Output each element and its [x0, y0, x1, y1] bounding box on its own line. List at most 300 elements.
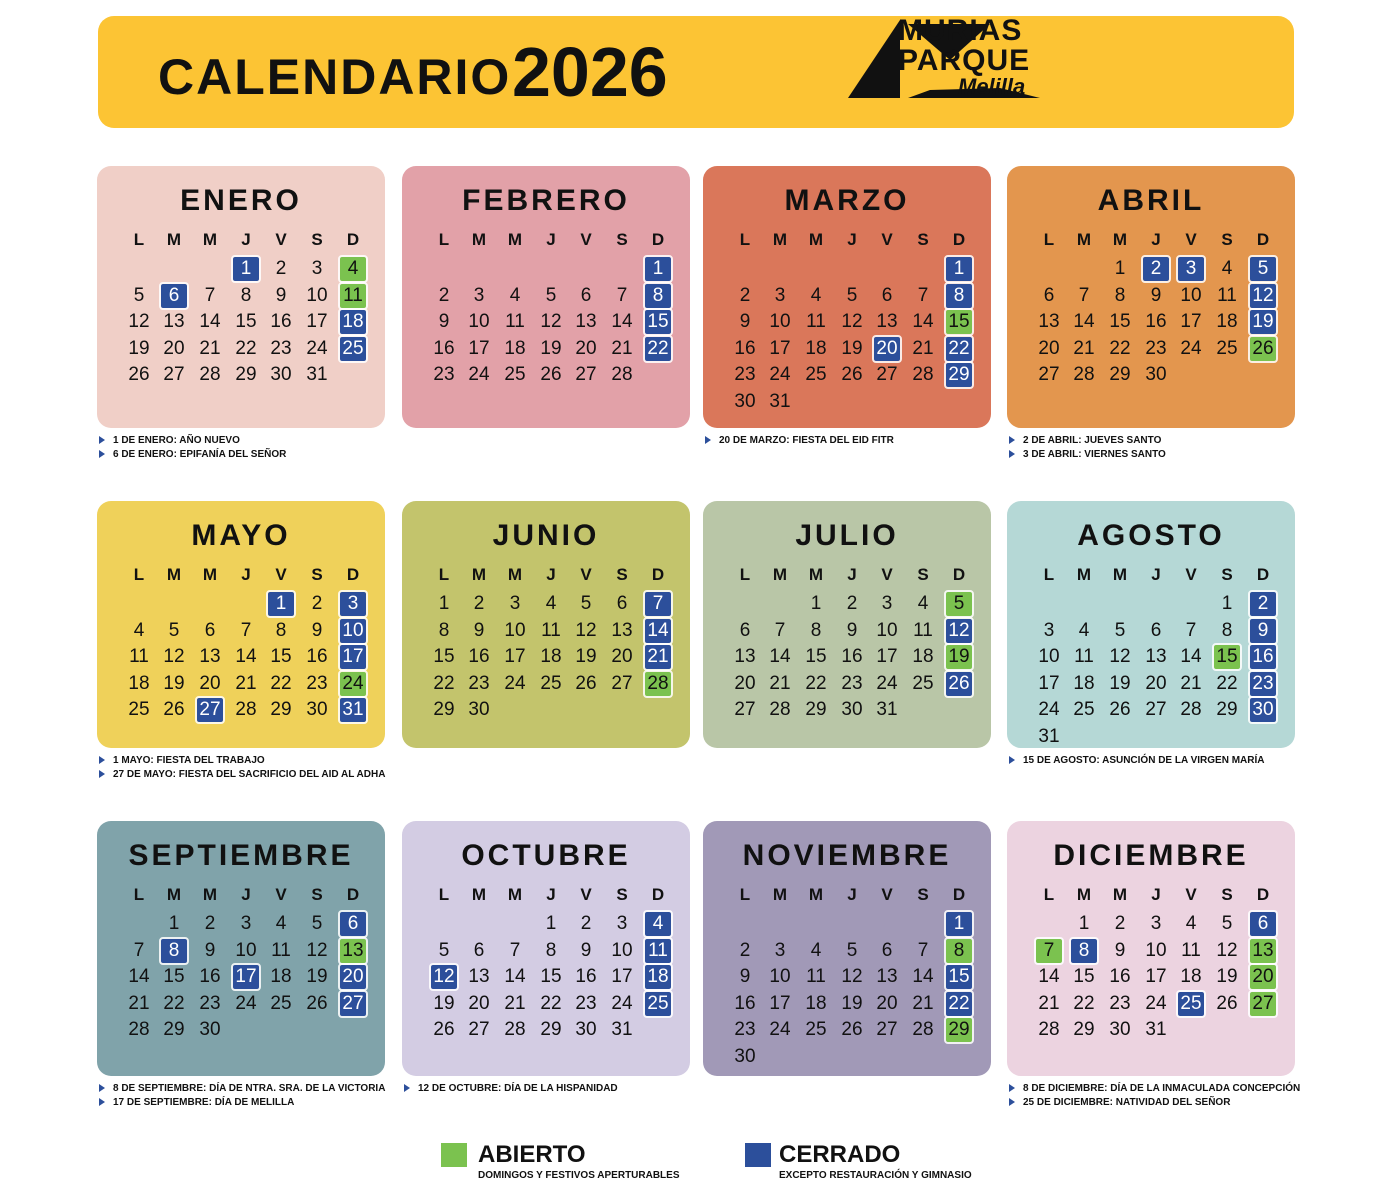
month-name: MAYO	[191, 519, 291, 552]
day-cell: 8	[275, 619, 287, 641]
month-name: OCTUBRE	[461, 839, 631, 872]
day-cell: 28	[504, 1019, 526, 1040]
day-cell: 19	[575, 646, 597, 667]
day-cell: 1	[545, 913, 557, 934]
day-cell: 9	[846, 619, 858, 641]
day-cell: 11	[1181, 939, 1201, 961]
weekday-label: V	[580, 230, 592, 249]
day-cell: 19	[128, 337, 150, 359]
day-cell: 4	[509, 284, 521, 306]
month-name: SEPTIEMBRE	[128, 839, 354, 872]
day-cell-cerrado: 25	[340, 337, 366, 361]
weekday-label: L	[739, 230, 751, 249]
day-cell: 6	[739, 619, 751, 641]
day-cell: 8	[438, 619, 450, 641]
weekday-label: M	[1076, 885, 1092, 904]
day-cell: 3	[473, 284, 485, 306]
day-cell: 30	[1109, 1019, 1131, 1040]
day-cell: 9	[1114, 939, 1126, 961]
day-cell-cerrado: 12	[431, 965, 457, 989]
day-cell: 19	[163, 672, 185, 694]
weekday-label: J	[847, 230, 857, 249]
weekday-label: D	[346, 885, 360, 904]
day-cell: 15	[540, 966, 562, 987]
weekday-label: D	[952, 885, 966, 904]
day-cell: 7	[133, 939, 145, 961]
day-cell: 23	[306, 672, 328, 694]
day-cell: 22	[805, 672, 827, 694]
day-cell-cerrado: 3	[340, 592, 366, 616]
day-cell: 19	[1109, 672, 1131, 694]
day-cell: 16	[734, 992, 756, 1014]
day-cell: 15	[270, 646, 292, 667]
day-cell: 1	[810, 593, 822, 614]
weekday-label: D	[346, 565, 360, 584]
day-cell: 31	[769, 390, 791, 412]
day-cell: 21	[1038, 992, 1060, 1014]
day-cell-cerrado: 3	[1178, 257, 1204, 281]
day-cell: 25	[1073, 699, 1095, 720]
day-cell: 16	[468, 646, 490, 667]
day-cell: 15	[163, 966, 185, 987]
day-cell-cerrado: 15	[946, 965, 972, 989]
day-cell: 20	[734, 672, 756, 694]
day-cell: 28	[912, 364, 934, 385]
day-cell: 28	[769, 699, 791, 720]
weekday-label: M	[1076, 230, 1092, 249]
day-cell: 25	[504, 364, 526, 385]
weekday-label: S	[616, 885, 628, 904]
day-cell: 31	[1145, 1019, 1167, 1040]
day-cell: 19	[433, 992, 455, 1014]
day-cell-abierto: 20	[1250, 965, 1276, 989]
day-cell: 13	[199, 646, 221, 667]
day-cell: 1	[1078, 913, 1090, 934]
day-cell: 14	[769, 646, 791, 667]
day-cell: 30	[841, 699, 863, 720]
legend-cerrado-title: CERRADO	[779, 1141, 901, 1168]
holiday-note: 17 DE SEPTIEMBRE: DÍA DE MELILLA	[99, 1096, 399, 1110]
day-cell: 25	[270, 992, 292, 1014]
day-cell: 10	[1038, 646, 1060, 667]
day-cell-cerrado: 1	[946, 257, 972, 281]
day-cell: 7	[509, 939, 521, 961]
holiday-note: 27 DE MAYO: FIESTA DEL SACRIFICIO DEL AID AL ADHA	[99, 768, 399, 782]
day-cell: 16	[270, 311, 292, 332]
day-cell: 31	[306, 364, 328, 385]
weekday-label: D	[346, 230, 360, 249]
holiday-notes	[99, 1082, 399, 1110]
day-cell: 13	[468, 966, 490, 987]
weekday-label: J	[1151, 885, 1161, 904]
month-card-junio	[402, 501, 690, 748]
day-cell: 14	[128, 966, 150, 987]
day-cell: 5	[580, 593, 592, 614]
weekday-label: S	[917, 565, 929, 584]
day-cell: 10	[235, 939, 257, 961]
day-cell-cerrado: 14	[645, 619, 671, 643]
day-cell: 4	[275, 913, 287, 934]
day-cell: 14	[199, 311, 221, 332]
weekday-label: J	[546, 230, 556, 249]
day-cell: 26	[575, 672, 597, 694]
day-cell: 17	[504, 646, 526, 667]
weekday-label: S	[311, 885, 323, 904]
triangle-bullet-icon	[404, 1084, 410, 1092]
day-cell: 11	[1217, 284, 1237, 306]
day-cell: 12	[575, 619, 597, 641]
weekday-label: D	[1256, 885, 1270, 904]
day-cell: 4	[1185, 913, 1197, 934]
month-card-julio	[703, 501, 991, 748]
day-cell: 27	[876, 1019, 898, 1040]
holiday-notes	[99, 434, 399, 462]
month-card-septiembre	[97, 821, 385, 1076]
day-cell-cerrado: 27	[197, 698, 223, 722]
legend-cerrado-subtitle: EXCEPTO RESTAURACIÓN Y GIMNASIO	[779, 1170, 972, 1181]
weekday-label: S	[917, 885, 929, 904]
day-cell: 14	[912, 311, 934, 332]
day-cell-cerrado: 22	[946, 992, 972, 1016]
triangle-bullet-icon	[99, 1098, 105, 1106]
day-cell: 27	[468, 1019, 490, 1040]
weekday-label: V	[275, 565, 287, 584]
holiday-notes	[404, 1082, 704, 1096]
day-cell: 17	[1038, 672, 1060, 694]
day-cell: 17	[468, 337, 490, 359]
day-cell-cerrado: 1	[233, 257, 259, 281]
weekday-label: M	[507, 565, 523, 584]
weekday-label: M	[507, 885, 523, 904]
day-cell: 9	[438, 311, 450, 332]
day-cell: 30	[199, 1019, 221, 1040]
day-cell: 29	[1216, 699, 1238, 720]
day-cell: 30	[270, 364, 292, 385]
day-cell: 27	[575, 364, 597, 385]
weekday-label: S	[311, 230, 323, 249]
page-title-year: 2026	[512, 33, 668, 111]
day-cell: 12	[841, 311, 863, 332]
weekday-label: D	[651, 565, 665, 584]
day-cell: 1	[1114, 258, 1126, 279]
day-cell: 21	[199, 337, 221, 359]
triangle-bullet-icon	[99, 770, 105, 778]
weekday-label: V	[275, 230, 287, 249]
day-cell: 18	[805, 337, 827, 359]
day-cell-cerrado: 25	[645, 992, 671, 1016]
day-cell: 18	[1216, 311, 1238, 332]
legend-abierto-title: ABIERTO	[478, 1141, 586, 1168]
day-cell: 19	[841, 992, 863, 1014]
day-cell: 26	[841, 364, 863, 385]
day-cell: 30	[734, 1045, 756, 1067]
day-cell: 4	[545, 593, 557, 614]
day-cell: 19	[540, 337, 562, 359]
day-cell: 4	[1078, 619, 1090, 641]
day-cell: 30	[575, 1019, 597, 1040]
day-cell: 6	[580, 284, 592, 306]
day-cell-cerrado: 11	[645, 939, 671, 963]
day-cell: 18	[1180, 966, 1202, 987]
day-cell: 18	[1073, 672, 1095, 694]
day-cell: 15	[433, 646, 455, 667]
month-name: MARZO	[784, 184, 910, 217]
weekday-label: M	[1112, 885, 1128, 904]
day-cell: 31	[1038, 725, 1060, 747]
weekday-label: M	[202, 230, 218, 249]
day-cell: 6	[881, 939, 893, 961]
day-cell: 16	[199, 966, 221, 987]
day-cell-abierto: 13	[340, 939, 366, 963]
day-cell: 24	[876, 672, 898, 694]
triangle-bullet-icon	[1009, 1098, 1015, 1106]
day-cell: 3	[616, 913, 628, 934]
day-cell-cerrado: 10	[340, 619, 366, 643]
month-card-octubre	[402, 821, 690, 1076]
weekday-label: M	[1112, 565, 1128, 584]
day-cell: 18	[270, 966, 292, 987]
day-cell: 26	[433, 1019, 455, 1040]
day-cell: 20	[1145, 672, 1167, 694]
day-cell: 27	[734, 699, 756, 720]
weekday-label: L	[1043, 230, 1055, 249]
day-cell-abierto: 5	[946, 592, 972, 616]
day-cell: 3	[240, 913, 252, 934]
day-cell-cerrado: 25	[1178, 992, 1204, 1016]
holiday-note: 3 DE ABRIL: VIERNES SANTO	[1009, 448, 1309, 462]
page-title: CALENDARIO	[158, 49, 512, 105]
day-cell-cerrado: 18	[645, 965, 671, 989]
day-cell: 13	[1038, 311, 1060, 332]
month-card-noviembre	[703, 821, 991, 1076]
day-cell: 2	[580, 913, 592, 934]
legend-cerrado-swatch	[745, 1143, 771, 1167]
day-cell: 16	[433, 337, 455, 359]
month-name: ABRIL	[1097, 184, 1205, 217]
weekday-label: V	[580, 565, 592, 584]
day-cell: 27	[611, 672, 633, 694]
day-cell: 9	[473, 619, 485, 641]
month-name: AGOSTO	[1077, 519, 1225, 552]
day-cell-abierto: 7	[1036, 939, 1062, 963]
day-cell-cerrado: 12	[946, 619, 972, 643]
month-card-agosto	[1007, 501, 1295, 748]
day-cell: 26	[1109, 699, 1131, 720]
day-cell: 3	[774, 284, 786, 306]
day-cell: 29	[805, 699, 827, 720]
day-cell: 31	[876, 699, 898, 720]
day-cell: 22	[1073, 992, 1095, 1014]
day-cell-abierto: 26	[1250, 337, 1276, 361]
day-cell: 20	[876, 992, 898, 1014]
day-cell: 10	[1145, 939, 1167, 961]
day-cell-cerrado: 5	[1250, 257, 1276, 281]
day-cell-cerrado: 30	[1250, 698, 1276, 722]
day-cell: 11	[271, 939, 291, 961]
weekday-label: M	[772, 230, 788, 249]
day-cell: 18	[128, 672, 150, 694]
weekday-label: M	[772, 885, 788, 904]
day-cell: 23	[1145, 337, 1167, 359]
day-cell-cerrado: 8	[1071, 939, 1097, 963]
day-cell: 23	[1109, 992, 1131, 1014]
day-cell: 15	[1073, 966, 1095, 987]
day-cell: 22	[235, 337, 257, 359]
day-cell-cerrado: 22	[946, 337, 972, 361]
day-cell: 1	[1221, 593, 1233, 614]
day-cell: 6	[473, 939, 485, 961]
day-cell-abierto: 27	[1250, 992, 1276, 1016]
day-cell: 24	[769, 1019, 791, 1040]
weekday-label: L	[739, 885, 751, 904]
day-cell: 4	[810, 939, 822, 961]
triangle-bullet-icon	[99, 756, 105, 764]
day-cell: 23	[575, 992, 597, 1014]
day-cell: 21	[912, 992, 934, 1014]
holiday-notes	[1009, 434, 1309, 462]
day-cell: 14	[1180, 646, 1202, 667]
weekday-label: M	[772, 565, 788, 584]
weekday-label: S	[1221, 230, 1233, 249]
day-cell: 28	[611, 364, 633, 385]
weekday-label: M	[808, 230, 824, 249]
day-cell: 29	[235, 364, 257, 385]
day-cell: 6	[1043, 284, 1055, 306]
day-cell: 11	[1074, 646, 1094, 667]
day-cell: 18	[504, 337, 526, 359]
day-cell: 15	[1109, 311, 1131, 332]
day-cell: 24	[1038, 699, 1060, 720]
day-cell: 13	[1145, 646, 1167, 667]
day-cell: 13	[163, 311, 185, 332]
month-name: FEBRERO	[462, 184, 630, 217]
day-cell: 12	[1216, 939, 1238, 961]
day-cell-cerrado: 6	[1250, 912, 1276, 936]
day-cell-abierto: 15	[946, 310, 972, 334]
weekday-label: J	[847, 885, 857, 904]
day-cell: 14	[235, 646, 257, 667]
day-cell-cerrado: 26	[946, 672, 972, 696]
day-cell: 26	[306, 992, 328, 1014]
day-cell: 21	[912, 337, 934, 359]
month-card-mayo	[97, 501, 385, 748]
holiday-notes	[1009, 1082, 1309, 1110]
holiday-note: 1 DE ENERO: AÑO NUEVO	[99, 434, 399, 448]
day-cell: 20	[199, 672, 221, 694]
weekday-label: D	[1256, 565, 1270, 584]
day-cell-cerrado: 19	[1250, 310, 1276, 334]
day-cell: 2	[311, 593, 323, 614]
day-cell: 28	[1180, 699, 1202, 720]
day-cell: 15	[235, 311, 257, 332]
day-cell: 28	[1073, 364, 1095, 385]
weekday-label: L	[1043, 885, 1055, 904]
day-cell: 4	[917, 593, 929, 614]
day-cell: 22	[1109, 337, 1131, 359]
day-cell-cerrado: 2	[1250, 592, 1276, 616]
day-cell: 18	[805, 992, 827, 1014]
day-cell: 11	[541, 619, 561, 641]
weekday-label: L	[438, 230, 450, 249]
day-cell: 2	[846, 593, 858, 614]
day-cell: 17	[306, 311, 328, 332]
day-cell: 19	[841, 337, 863, 359]
day-cell-cerrado: 31	[340, 698, 366, 722]
day-cell: 14	[504, 966, 526, 987]
weekday-label: S	[311, 565, 323, 584]
day-cell-abierto: 24	[340, 672, 366, 696]
day-cell-cerrado: 15	[645, 310, 671, 334]
month-card-febrero	[402, 166, 690, 428]
day-cell-abierto: 19	[946, 645, 972, 669]
day-cell: 15	[805, 646, 827, 667]
day-cell: 17	[1180, 311, 1202, 332]
day-cell: 20	[1038, 337, 1060, 359]
weekday-label: M	[1112, 230, 1128, 249]
day-cell: 10	[306, 284, 328, 306]
weekday-label: D	[651, 230, 665, 249]
day-cell: 2	[739, 284, 751, 306]
weekday-label: J	[1151, 565, 1161, 584]
logo-text-melilla: Melilla	[958, 74, 1026, 99]
holiday-note: 25 DE DICIEMBRE: NATIVIDAD DEL SEÑOR	[1009, 1096, 1309, 1110]
weekday-label: M	[166, 885, 182, 904]
day-cell: 2	[204, 913, 216, 934]
day-cell-cerrado: 1	[645, 257, 671, 281]
weekday-label: L	[133, 230, 145, 249]
triangle-bullet-icon	[99, 450, 105, 458]
day-cell: 13	[611, 619, 633, 641]
holiday-note: 2 DE ABRIL: JUEVES SANTO	[1009, 434, 1309, 448]
day-cell: 27	[1145, 699, 1167, 720]
day-cell: 24	[611, 992, 633, 1014]
day-cell: 16	[1145, 311, 1167, 332]
day-cell: 16	[306, 646, 328, 667]
day-cell: 6	[204, 619, 216, 641]
day-cell: 6	[1150, 619, 1162, 641]
triangle-bullet-icon	[1009, 450, 1015, 458]
day-cell: 24	[468, 364, 490, 385]
day-cell-cerrado: 6	[161, 284, 187, 308]
weekday-label: J	[546, 565, 556, 584]
weekday-label: M	[808, 885, 824, 904]
day-cell-cerrado: 8	[946, 284, 972, 308]
triangle-bullet-icon	[1009, 436, 1015, 444]
day-cell: 3	[1150, 913, 1162, 934]
day-cell: 4	[810, 284, 822, 306]
weekday-label: M	[471, 885, 487, 904]
day-cell: 10	[1180, 284, 1202, 306]
day-cell: 29	[163, 1019, 185, 1040]
day-cell: 12	[306, 939, 328, 961]
weekday-label: M	[471, 565, 487, 584]
holiday-note: 1 MAYO: FIESTA DEL TRABAJO	[99, 754, 399, 768]
day-cell: 27	[1038, 364, 1060, 385]
day-cell-cerrado: 6	[340, 912, 366, 936]
weekday-label: J	[546, 885, 556, 904]
day-cell: 24	[1180, 337, 1202, 359]
triangle-bullet-icon	[99, 1084, 105, 1092]
day-cell: 11	[129, 646, 149, 667]
day-cell: 22	[1216, 672, 1238, 694]
day-cell: 12	[163, 646, 185, 667]
logo-text-parque: PARQUE	[898, 44, 1031, 77]
weekday-label: D	[1256, 230, 1270, 249]
day-cell: 5	[438, 939, 450, 961]
day-cell: 17	[611, 966, 633, 987]
day-cell: 13	[734, 646, 756, 667]
weekday-label: V	[1185, 230, 1197, 249]
